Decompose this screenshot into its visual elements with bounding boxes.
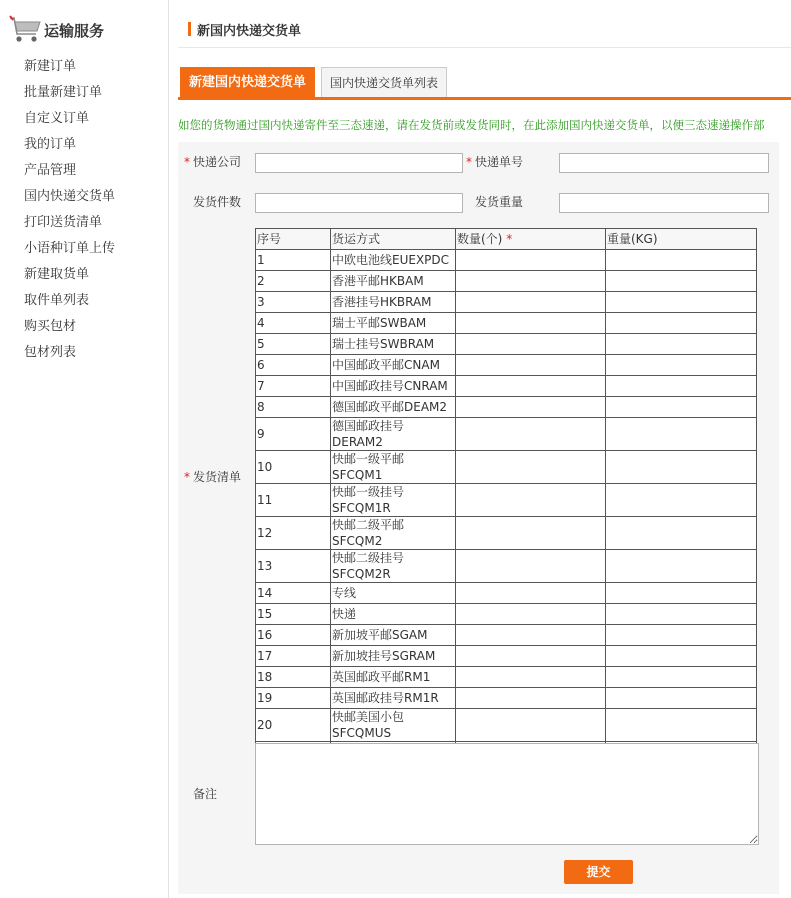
table-row <box>256 355 757 376</box>
row-method: 英国邮政挂号RM1R <box>331 688 456 709</box>
table-row <box>256 709 757 742</box>
row-quantity-cell[interactable] <box>456 451 606 484</box>
sidebar-item[interactable]: 国内快递交货单 <box>24 189 116 204</box>
tab-bar <box>180 67 453 99</box>
sidebar-header <box>8 14 104 46</box>
row-weight-cell[interactable] <box>606 517 757 550</box>
table-row <box>256 646 757 667</box>
tracking-no-input[interactable] <box>559 153 769 173</box>
page-heading <box>188 20 301 38</box>
heading-divider <box>178 47 791 48</box>
row-method: 快邮一级平邮SFCQM1 <box>331 451 456 484</box>
table-row <box>256 292 757 313</box>
row-no: 18 <box>256 667 331 688</box>
table-row <box>256 376 757 397</box>
row-weight-cell[interactable] <box>606 646 757 667</box>
required-mark: * <box>184 155 190 169</box>
courier-company-input[interactable] <box>255 153 463 173</box>
row-no: 4 <box>256 313 331 334</box>
weight-label: 发货重量 <box>475 195 524 209</box>
manifest-table <box>255 228 757 762</box>
tab-domestic-delivery-list[interactable]: 国内快递交货单列表 <box>321 67 447 99</box>
heading-accent-bar <box>188 22 191 36</box>
row-quantity-cell[interactable] <box>456 517 606 550</box>
row-method: 英国邮政平邮RM1 <box>331 667 456 688</box>
row-quantity-cell[interactable] <box>456 646 606 667</box>
col-header-no: 序号 <box>256 229 331 250</box>
table-row <box>256 397 757 418</box>
remarks-label: 备注 <box>193 787 218 801</box>
row-method: 专线 <box>331 583 456 604</box>
courier-company-label: * 快递公司 <box>184 155 242 169</box>
row-quantity-cell[interactable] <box>456 625 606 646</box>
row-quantity-cell[interactable] <box>456 271 606 292</box>
required-mark: * <box>506 232 513 246</box>
row-weight-cell[interactable] <box>606 376 757 397</box>
package-count-label: 发货件数 <box>193 195 242 209</box>
row-method: 快邮一级挂号SFCQM1R <box>331 484 456 517</box>
table-row <box>256 517 757 550</box>
row-no: 20 <box>256 709 331 742</box>
col-header-method: 货运方式 <box>331 229 456 250</box>
row-no: 10 <box>256 451 331 484</box>
row-method: 德国邮政平邮DEAM2 <box>331 397 456 418</box>
row-weight-cell[interactable] <box>606 355 757 376</box>
row-no: 8 <box>256 397 331 418</box>
row-weight-cell[interactable] <box>606 451 757 484</box>
row-method: 香港挂号HKBRAM <box>331 292 456 313</box>
package-count-input[interactable] <box>255 193 463 213</box>
sidebar-item[interactable]: 我的订单 <box>24 137 77 152</box>
row-method: 快邮二级平邮SFCQM2 <box>331 517 456 550</box>
table-row <box>256 250 757 271</box>
table-row <box>256 688 757 709</box>
row-no: 2 <box>256 271 331 292</box>
row-no: 11 <box>256 484 331 517</box>
table-row <box>256 625 757 646</box>
row-quantity-cell[interactable] <box>456 604 606 625</box>
row-method: 德国邮政挂号DERAM2 <box>331 418 456 451</box>
required-mark: * <box>184 470 190 484</box>
table-row <box>256 667 757 688</box>
row-method: 新加坡平邮SGAM <box>331 625 456 646</box>
row-weight-cell[interactable] <box>606 550 757 583</box>
sidebar-title: 运输服务 <box>44 21 105 40</box>
row-no: 1 <box>256 250 331 271</box>
page-title: 新国内快递交货单 <box>197 23 302 39</box>
row-quantity-cell[interactable] <box>456 250 606 271</box>
row-no: 7 <box>256 376 331 397</box>
row-no: 15 <box>256 604 331 625</box>
row-method: 瑞士挂号SWBRAM <box>331 334 456 355</box>
row-quantity-cell[interactable] <box>456 667 606 688</box>
sidebar-item[interactable]: 新建取货单 <box>24 267 90 282</box>
row-no: 3 <box>256 292 331 313</box>
submit-button[interactable]: 提交 <box>564 860 633 884</box>
sidebar-menu <box>24 57 115 369</box>
row-weight-cell[interactable] <box>606 397 757 418</box>
row-method: 中欧电池线EUEXPDC <box>331 250 456 271</box>
table-row <box>256 604 757 625</box>
row-quantity-cell[interactable] <box>456 709 606 742</box>
row-quantity-cell[interactable] <box>456 484 606 517</box>
row-weight-cell[interactable] <box>606 688 757 709</box>
table-row <box>256 550 757 583</box>
row-weight-cell[interactable] <box>606 313 757 334</box>
sidebar-item[interactable]: 包材列表 <box>24 345 77 360</box>
row-no: 19 <box>256 688 331 709</box>
row-method: 香港平邮HKBAM <box>331 271 456 292</box>
row-weight-cell[interactable] <box>606 484 757 517</box>
row-weight-cell[interactable] <box>606 709 757 742</box>
row-quantity-cell[interactable] <box>456 313 606 334</box>
sidebar-item[interactable]: 小语种订单上传 <box>24 241 116 256</box>
row-no: 6 <box>256 355 331 376</box>
row-no: 13 <box>256 550 331 583</box>
row-no: 12 <box>256 517 331 550</box>
row-method: 快邮美国小包SFCQMUS <box>331 709 456 742</box>
row-no: 5 <box>256 334 331 355</box>
row-weight-cell[interactable] <box>606 418 757 451</box>
row-quantity-cell[interactable] <box>456 583 606 604</box>
tab-new-domestic-delivery[interactable]: 新建国内快递交货单 <box>180 67 315 99</box>
tab-underline <box>178 97 791 100</box>
col-header-weight: 重量(KG) <box>606 229 757 250</box>
sidebar-item[interactable]: 购买包材 <box>24 319 77 334</box>
row-weight-cell[interactable] <box>606 604 757 625</box>
row-weight-cell[interactable] <box>606 667 757 688</box>
sidebar-item[interactable]: 自定义订单 <box>24 111 90 126</box>
cart-icon <box>8 15 44 45</box>
table-row <box>256 484 757 517</box>
main-content <box>178 0 791 898</box>
sidebar-item[interactable]: 新建订单 <box>24 59 77 74</box>
row-method: 新加坡挂号SGRAM <box>331 646 456 667</box>
required-mark: * <box>466 155 472 169</box>
table-row <box>256 313 757 334</box>
table-row <box>256 583 757 604</box>
row-quantity-cell[interactable] <box>456 376 606 397</box>
row-method: 快递 <box>331 604 456 625</box>
sidebar-item[interactable]: 取件单列表 <box>24 293 90 308</box>
row-quantity-cell[interactable] <box>456 550 606 583</box>
row-quantity-cell[interactable] <box>456 355 606 376</box>
row-no: 9 <box>256 418 331 451</box>
table-row <box>256 451 757 484</box>
tracking-no-label: * 快递单号 <box>466 155 524 169</box>
row-no: 14 <box>256 583 331 604</box>
row-quantity-cell[interactable] <box>456 397 606 418</box>
form-panel <box>178 142 779 894</box>
row-no: 17 <box>256 646 331 667</box>
notice-text: 如您的货物通过国内快递寄件至三态速递，请在发货前或发货同时，在此添加国内快递交货单，以便三态速递操作部 <box>178 118 765 132</box>
row-method: 快邮二级挂号SFCQM2R <box>331 550 456 583</box>
table-row <box>256 334 757 355</box>
row-no: 16 <box>256 625 331 646</box>
sidebar-item[interactable]: 批量新建订单 <box>24 85 103 100</box>
table-row <box>256 418 757 451</box>
manifest-table-body <box>256 250 757 742</box>
row-weight-cell[interactable] <box>606 583 757 604</box>
table-header-row <box>256 229 757 250</box>
row-quantity-cell[interactable] <box>456 688 606 709</box>
row-weight-cell[interactable] <box>606 271 757 292</box>
sidebar-item[interactable]: 产品管理 <box>24 163 77 178</box>
row-quantity-cell[interactable] <box>456 418 606 451</box>
row-method: 中国邮政平邮CNAM <box>331 355 456 376</box>
table-row <box>256 271 757 292</box>
row-method: 中国邮政挂号CNRAM <box>331 376 456 397</box>
weight-input[interactable] <box>559 193 769 213</box>
row-weight-cell[interactable] <box>606 334 757 355</box>
sidebar <box>0 0 169 898</box>
remarks-textarea[interactable] <box>255 743 759 845</box>
row-weight-cell[interactable] <box>606 292 757 313</box>
row-quantity-cell[interactable] <box>456 334 606 355</box>
sidebar-item[interactable]: 打印送货清单 <box>24 215 103 230</box>
col-header-quantity: 数量(个) * <box>456 229 606 250</box>
row-quantity-cell[interactable] <box>456 292 606 313</box>
row-weight-cell[interactable] <box>606 250 757 271</box>
row-weight-cell[interactable] <box>606 625 757 646</box>
manifest-label: * 发货清单 <box>184 470 242 484</box>
row-method: 瑞士平邮SWBAM <box>331 313 456 334</box>
